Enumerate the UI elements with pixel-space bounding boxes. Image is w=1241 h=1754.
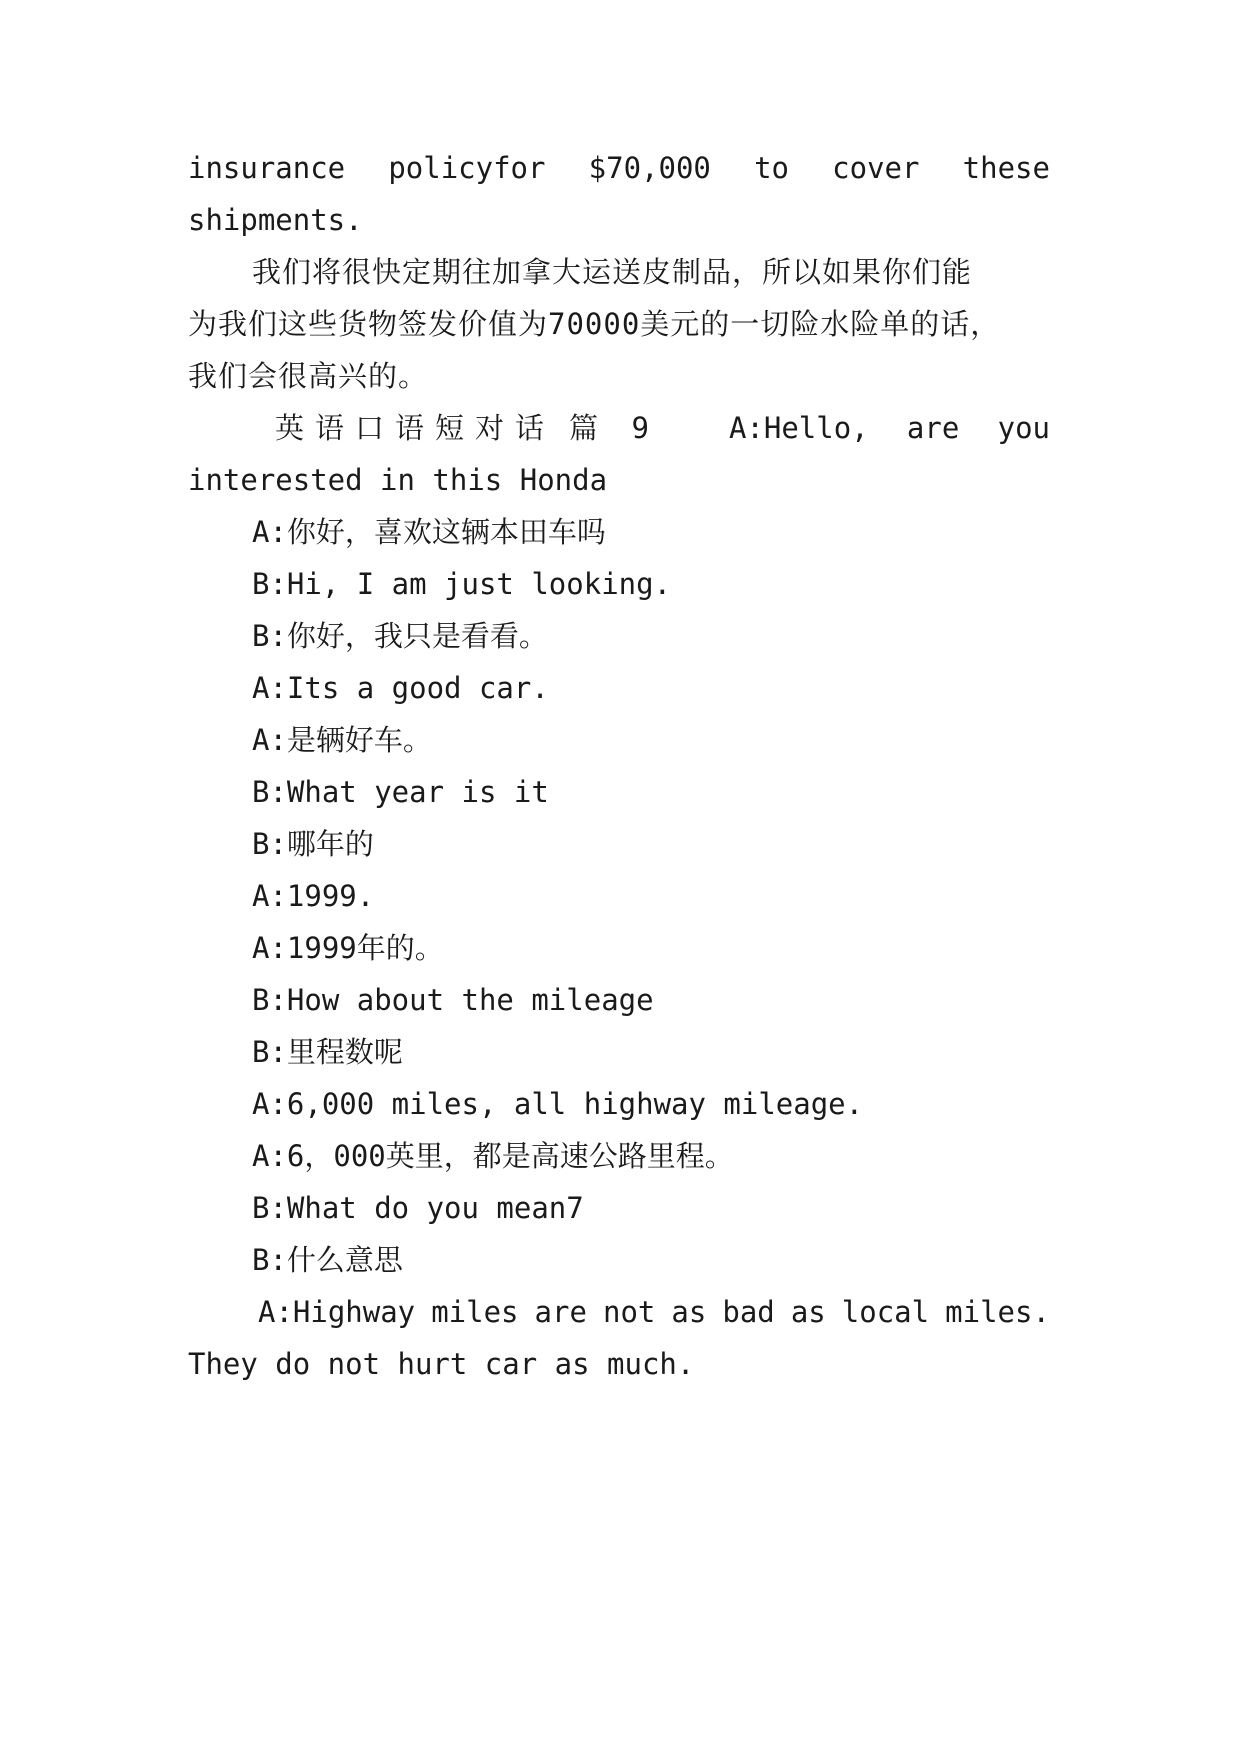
word: these — [962, 151, 1050, 185]
paragraph-line: shipments. — [188, 203, 363, 237]
section-heading-line — [275, 410, 1050, 446]
word: as — [671, 1295, 707, 1329]
dialogue-line: A:6,000 miles, all highway mileage. — [252, 1087, 864, 1121]
word: $70,000 — [588, 151, 711, 185]
section-heading: 英语口语短对话 — [275, 411, 556, 445]
paragraph-line: They do not hurt car as much. — [188, 1347, 695, 1381]
word: policyfor — [388, 151, 546, 185]
word: miles — [431, 1295, 519, 1329]
dialogue-line: A:6，000英里，都是高速公路里程。 — [252, 1139, 734, 1173]
dialogue-line: A:1999年的。 — [252, 931, 444, 965]
dialogue-line: B:What year is it — [252, 775, 549, 809]
dialogue-line: A:1999. — [252, 879, 375, 913]
word: to — [754, 151, 789, 185]
word: as — [790, 1295, 826, 1329]
word: are — [906, 411, 960, 445]
dialogue-line: B:Hi, I am just looking. — [252, 567, 672, 601]
word: cover — [832, 151, 920, 185]
word: not — [602, 1295, 656, 1329]
dialogue-line: B:哪年的 — [252, 827, 374, 861]
word: you — [997, 411, 1050, 445]
dialogue-line — [258, 1294, 1050, 1330]
dialogue-opening — [729, 410, 1050, 446]
paragraph-line: interested in this Honda — [188, 463, 608, 497]
word: local — [841, 1295, 930, 1329]
dialogue-line: B:里程数呢 — [252, 1035, 403, 1069]
dialogue-line: B:What do you mean7 — [252, 1191, 584, 1225]
dialogue-line: B:什么意思 — [252, 1243, 403, 1277]
dialogue-line: B:你好，我只是看看。 — [252, 619, 548, 653]
word: are — [534, 1295, 587, 1329]
paragraph-line — [188, 150, 1050, 186]
dialogue-line: A:你好，喜欢这辆本田车吗 — [252, 515, 606, 549]
paragraph-line: 为我们这些货物签发价值为70000美元的一切险水险单的话， — [188, 307, 1001, 341]
dialogue-line: A:是辆好车。 — [252, 723, 432, 757]
word: insurance — [188, 151, 346, 185]
dialogue-line: A:Its a good car. — [252, 671, 549, 705]
word: A:Highway — [258, 1295, 416, 1329]
section-number: 篇 9 — [569, 411, 657, 445]
dialogue-line: B:How about the mileage — [252, 983, 654, 1017]
word: miles. — [945, 1295, 1050, 1329]
word: A:Hello, — [728, 411, 869, 445]
paragraph-line: 我们将很快定期往加拿大运送皮制品，所以如果你们能 — [252, 255, 973, 289]
paragraph-line: 我们会很高兴的。 — [188, 359, 429, 393]
word: bad — [722, 1295, 775, 1329]
